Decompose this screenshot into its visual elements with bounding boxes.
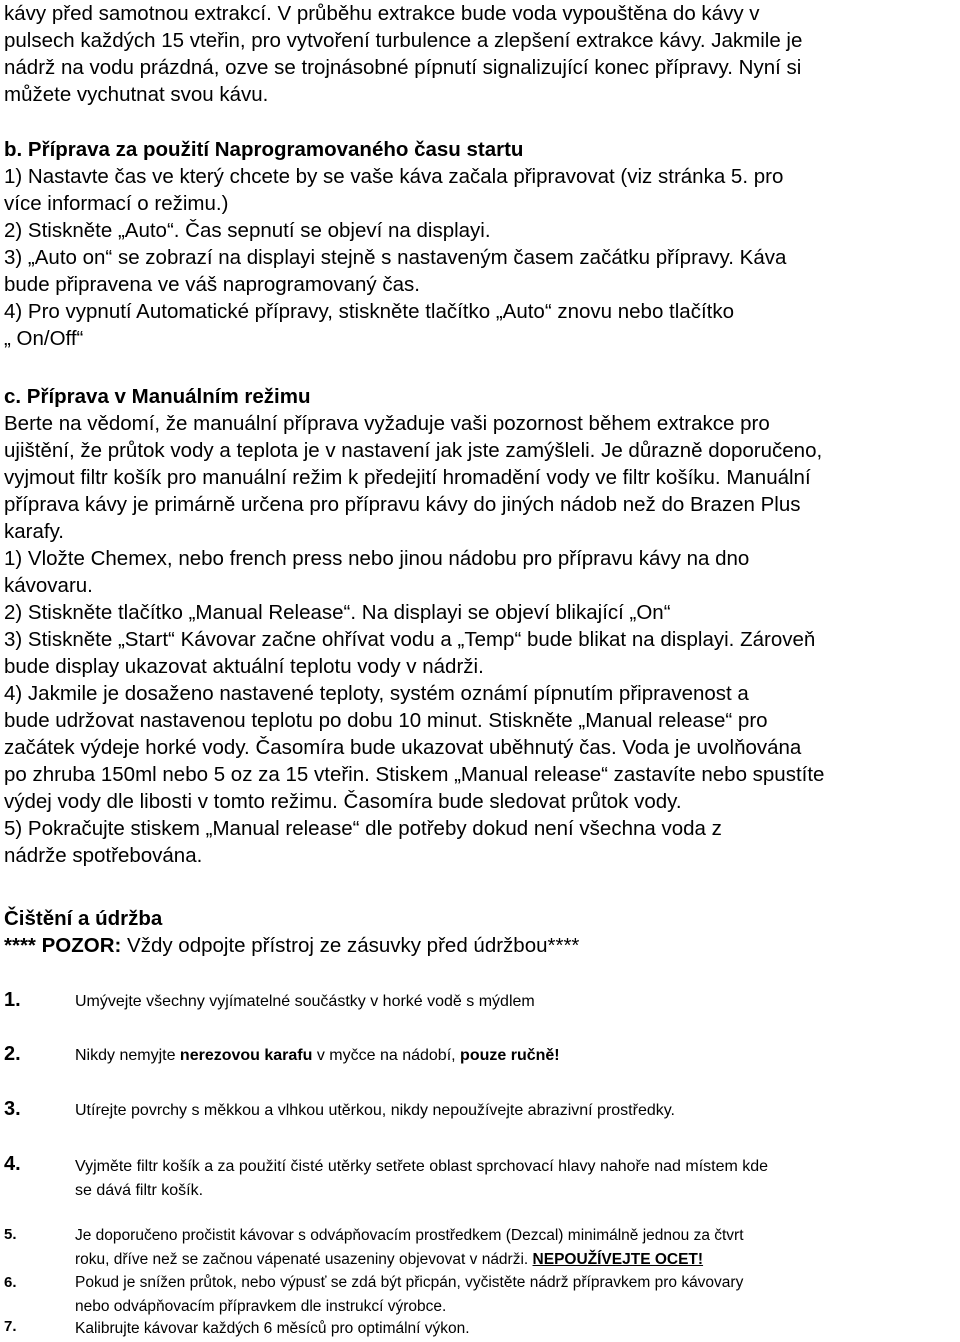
text-line: 1) Nastavte čas ve který chcete by se vaše káva začala připravovat (viz stránka 5. pro [4,165,784,188]
text-line: kávy před samotnou extrakcí. V průběhu extrakce bude voda vypouštěna do kávy v [4,2,760,25]
step-text [75,1248,703,1271]
text-line: 5) Pokračujte stiskem „Manual release“ dle potřeby dokud není všechna voda z [4,817,722,840]
text-line: ujištění, že průtok vody a teplota je v nastavení jak jste zamýšleli. Je důrazně doporučeno, [4,439,823,462]
cleaning-step-1 [4,989,954,1019]
step-number: 4. [4,1153,21,1175]
text-line: nádrž na vodu prázdná, ozve se trojnásobné pípnutí signalizující konec přípravy. Nyní si [4,56,802,79]
cleaning-step-4 [4,1153,954,1205]
text-line: Berte na vědomí, že manuální příprava vyžaduje vaši pozornost během extrakce pro [4,412,770,435]
cleaning-step-5 [4,1224,954,1272]
step-text: se dává filtr košík. [75,1182,204,1199]
cleaning-title: Čištění a údržba [4,907,163,930]
text-line: více informací o režimu.) [4,192,229,215]
warning-label: POZOR: [41,934,122,957]
step-number: 6. [4,1274,17,1291]
section-b [4,136,954,352]
text-line: nádrže spotřebována. [4,844,203,867]
cleaning-step-2 [4,1043,954,1073]
text-line: 4) Pro vypnutí Automatické přípravy, stiskněte tlačítko „Auto“ znovu nebo tlačítko [4,300,734,323]
step-number: 2. [4,1043,21,1065]
cleaning-step-3 [4,1098,954,1128]
text-line: můžete vychutnat svou kávu. [4,83,269,106]
step-number: 5. [4,1226,17,1243]
text-line: začátek výdeje horké vody. Časomíra bude ukazovat uběhnutý čas. Voda je uvolňována [4,736,802,759]
cleaning-step-7 [4,1317,954,1341]
text-line: kávovaru. [4,574,93,597]
text-line: 4) Jakmile je dosaženo nastavené teploty, systém oznámí pípnutím připravenost a [4,682,749,705]
text-line: vyjmout filtr košík pro manuální režim k předejití hromadění vody ve filtr košíku. Manuální [4,466,811,489]
text-line: po zhruba 150ml nebo 5 oz za 15 vteřin. Stiskem „Manual release“ zastavíte nebo spustíte [4,763,825,786]
text-line: 2) Stiskněte „Auto“. Čas sepnutí se objeví na displayi. [4,219,491,242]
text-line: 3) „Auto on“ se zobrazí na displayi stejně s nastaveným časem začátku přípravy. Káva [4,246,787,269]
step-text: Vyjměte filtr košík a za použití čisté utěrky setřete oblast sprchovací hlavy nahoře nad místem kde [75,1158,769,1175]
text-line: 1) Vložte Chemex, nebo french press nebo jinou nádobu pro přípravu kávy na dno [4,547,750,570]
step-text: Utírejte povrchy s měkkou a vlhkou utěrkou, nikdy nepoužívejte abrazivní prostředky. [75,1102,675,1119]
step-text: Pokud je snížen průtok, nebo výpusť se zdá být přicpán, vyčistěte nádrž přípravkem pro kávovary [75,1274,744,1291]
step-text: Je doporučeno pročistit kávovar s odvápňovacím prostředkem (Dezcal) minimálně jednou za čtvrt [75,1227,744,1244]
text-line: pulsech každých 15 vteřin, pro vytvoření turbulence a zlepšení extrakce kávy. Jakmile je [4,29,803,52]
step-text: nebo odvápňovacím přípravkem dle instrukcí výrobce. [75,1298,447,1315]
intro-paragraph [4,0,954,108]
step-text-part: Nikdy nemyjte [75,1047,180,1064]
text-line: výdej vody dle libosti v tomto režimu. Časomíra bude sledovat průtok vody. [4,790,682,813]
text-line: „ On/Off“ [4,327,84,350]
step-text: Kalibrujte kávovar každých 6 měsíců pro optimální výkon. [75,1320,470,1337]
step-text-emphasis: nerezovou karafu [179,1047,313,1064]
text-line: 2) Stiskněte tlačítko „Manual Release“. Na displayi se objeví blikající „On“ [4,601,671,624]
step-number: 3. [4,1098,21,1120]
step-text-warning: NEPOUŽÍVEJTE OCET! [532,1251,704,1268]
text-line: karafy. [4,520,64,543]
step-text [75,1044,560,1068]
step-text: Umývejte všechny vyjímatelné součástky v horké vodě s mýdlem [75,993,535,1010]
section-c [4,383,954,869]
text-line: bude display ukazovat aktuální teplotu vody v nádrži. [4,655,484,678]
text-line: 3) Stiskněte „Start“ Kávovar začne ohřívat vodu a „Temp“ bude blikat na displayi. Zároveň [4,628,816,651]
text-line: příprava kávy je primárně určena pro přípravu kávy do jiných nádob než do Brazen Plus [4,493,801,516]
section-c-title: c. Příprava v Manuálním režimu [4,385,311,408]
cleaning-warning [4,932,579,959]
warning-stars: **** [4,934,42,957]
cleaning-step-6 [4,1271,954,1319]
section-b-title: b. Příprava za použití Naprogramovaného času startu [4,138,524,161]
step-number: 1. [4,989,21,1011]
warning-text: Vždy odpojte přístroj ze zásuvky před údržbou**** [121,934,580,957]
step-text-part: v myčce na nádobí, [312,1047,461,1064]
text-line: bude udržovat nastavenou teplotu po dobu 10 minut. Stiskněte „Manual release“ pro [4,709,768,732]
step-text-part: roku, dříve než se začnou vápenaté usazeniny objevovat v nádrži. [75,1251,533,1268]
text-line: bude připravena ve váš naprogramovaný čas. [4,273,420,296]
step-number: 7. [4,1318,17,1335]
step-text-emphasis: pouze ručně! [460,1047,560,1064]
